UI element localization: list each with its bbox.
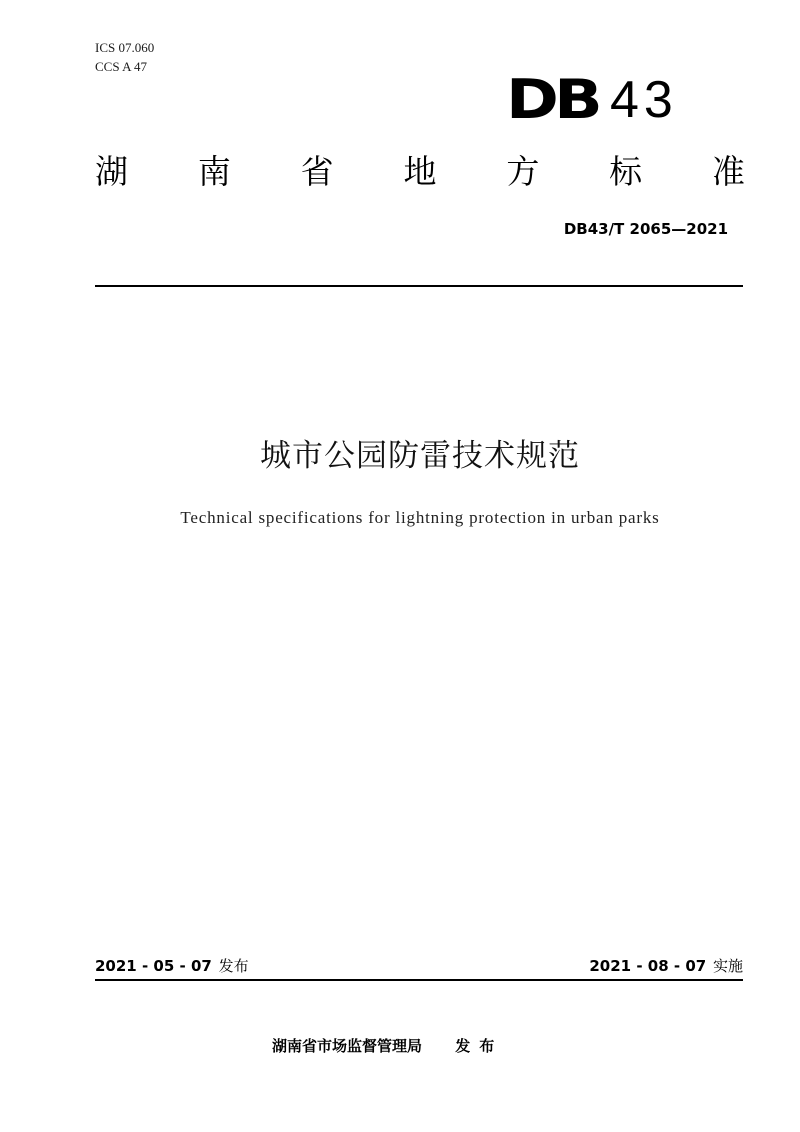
standard-type-char: 地 <box>403 152 437 191</box>
standard-type-char: 准 <box>711 152 745 191</box>
standard-type-char: 湖 <box>95 152 128 191</box>
db-mark: DB <box>506 68 599 131</box>
issue-date-value: 2021 - 05 - 07 <box>95 957 212 975</box>
standard-type-char: 省 <box>300 152 334 191</box>
classification-codes <box>95 38 154 76</box>
publisher-name: 湖南省市场监督管理局 <box>272 1037 423 1055</box>
standard-type-heading <box>95 150 745 194</box>
standard-number: DB43/T 2065—2021 <box>563 220 728 238</box>
document-title-chinese: 城市公园防雷技术规范 <box>260 438 580 474</box>
standard-type-char: 方 <box>506 152 540 191</box>
implementation-date <box>480 955 743 977</box>
implementation-date-value: 2021 - 08 - 07 <box>589 957 707 975</box>
standard-type-char: 标 <box>609 152 643 191</box>
publisher-line <box>272 1035 503 1057</box>
ics-code: ICS 07.060 <box>95 40 155 55</box>
document-title-english: Technical specifications for lightning protection in urban parks <box>180 508 660 527</box>
implementation-date-label: 实施 <box>712 957 743 975</box>
db-province-code: 43 <box>609 71 678 129</box>
publisher-action: 发布 <box>455 1037 504 1055</box>
top-divider <box>95 285 743 287</box>
db-logo <box>506 70 678 130</box>
issue-date-label: 发布 <box>218 957 249 975</box>
issue-date <box>95 955 249 977</box>
ccs-code: CCS A 47 <box>95 59 148 74</box>
standard-type-char: 南 <box>197 152 231 191</box>
bottom-divider <box>95 979 743 981</box>
